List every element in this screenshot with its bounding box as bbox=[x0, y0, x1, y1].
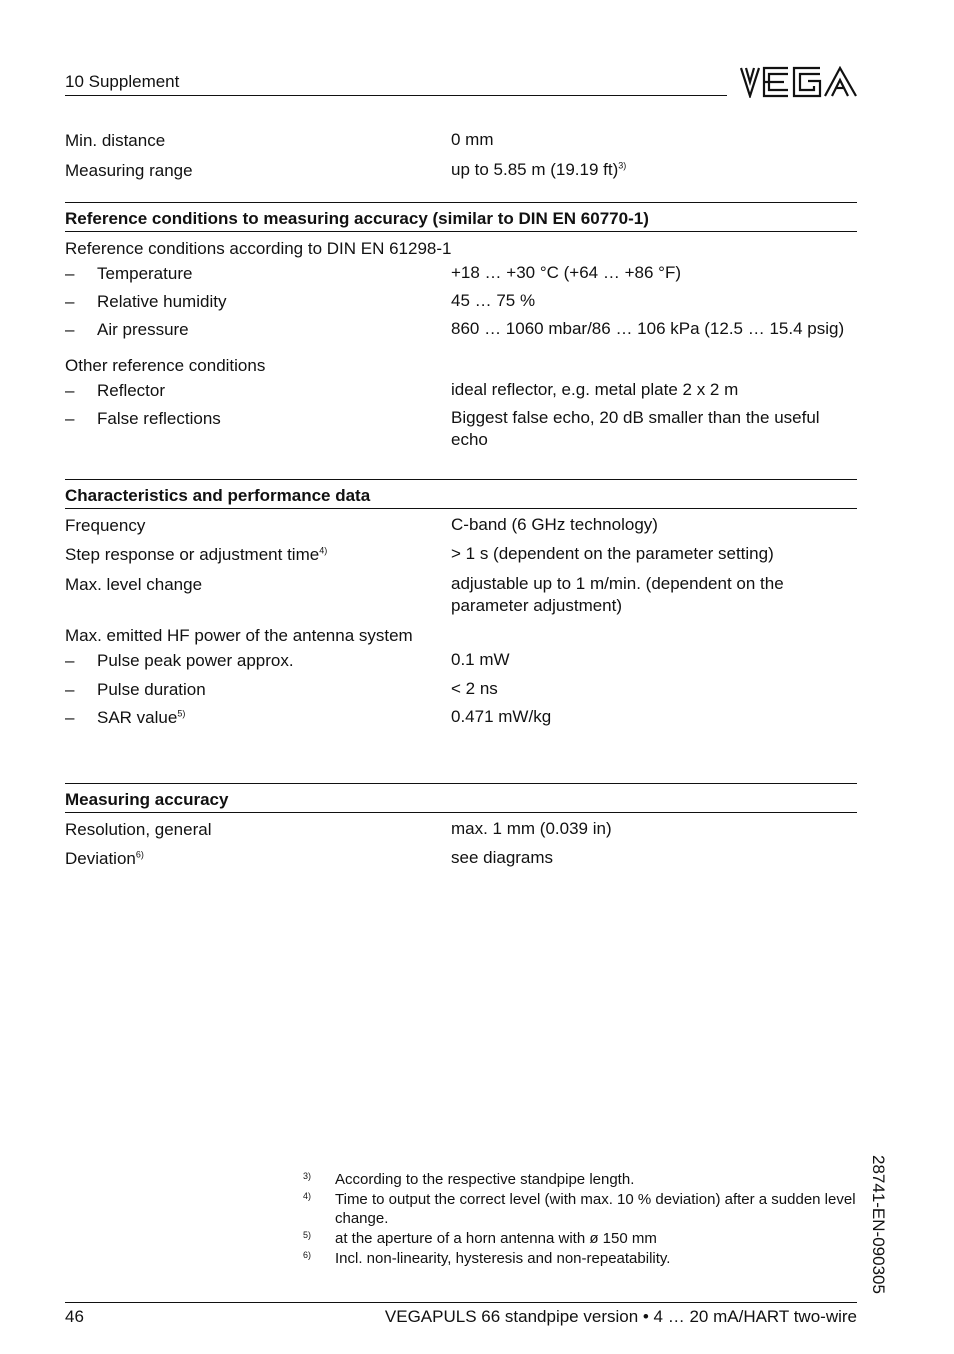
footnote bbox=[303, 1249, 863, 1268]
spec-row-relative-humidity: – Relative humidity 45 … 75 % bbox=[65, 290, 857, 314]
page-number: 46 bbox=[65, 1307, 84, 1326]
spec-row-sar-value: – SAR value$^{5)}$ 0.471 mW/kg bbox=[65, 706, 857, 730]
spec-row-reflector: – Reflector ideal reflector, e.g. metal plate 2 x 2 m bbox=[65, 379, 857, 403]
footnote-ref: 3) bbox=[618, 160, 627, 171]
spec-row-min-distance bbox=[65, 129, 857, 153]
spec-label: Frequency bbox=[65, 516, 146, 535]
footer-rule bbox=[65, 1302, 857, 1303]
spec-label: Pulse duration bbox=[97, 680, 206, 699]
spec-label: SAR value$^{5)}$ bbox=[97, 708, 186, 727]
footnotes bbox=[303, 1170, 863, 1269]
spec-label: False reflections bbox=[97, 409, 221, 428]
spec-row-measuring-range bbox=[65, 159, 857, 183]
vega-logo bbox=[740, 66, 857, 98]
header-rule bbox=[65, 95, 727, 96]
section-rule-top bbox=[65, 479, 857, 480]
spec-value: 860 … 1060 mbar/86 … 106 kPa (12.5 … 15.4 psig) bbox=[451, 319, 845, 338]
section-title-accuracy: Measuring accuracy bbox=[65, 790, 229, 809]
section-rule-bottom bbox=[65, 508, 857, 509]
document-number: 28741-EN-090305 bbox=[869, 1155, 888, 1294]
section-rule-top bbox=[65, 202, 857, 203]
spec-label: Deviation$^{6)}$ bbox=[65, 849, 144, 868]
section-rule-bottom bbox=[65, 812, 857, 813]
spec-row-resolution bbox=[65, 818, 857, 842]
footnote-text: According to the respective standpipe length. bbox=[335, 1171, 635, 1188]
header-section-title: 10 Supplement bbox=[65, 72, 180, 91]
reference-intro: Reference conditions according to DIN EN 61298-1 bbox=[65, 239, 452, 258]
footnote-mark: 6) bbox=[303, 1250, 312, 1260]
spec-row-pulse-peak-power: – Pulse peak power approx. 0.1 mW bbox=[65, 649, 857, 673]
footnote bbox=[303, 1170, 863, 1189]
spec-row-step-response bbox=[65, 543, 857, 567]
footnote-text: Time to output the correct level (with max. 10 % deviation) after a sudden level change. bbox=[335, 1191, 856, 1227]
footnote bbox=[303, 1229, 863, 1248]
footnote-ref: 5) bbox=[177, 708, 186, 719]
section-rule-top bbox=[65, 783, 857, 784]
spec-value: up to 5.85 m (19.19 ft)$^{3)}$ bbox=[451, 160, 627, 179]
footnote-mark: 5) bbox=[303, 1230, 312, 1240]
footnote-mark: 3) bbox=[303, 1171, 312, 1181]
spec-label: Relative humidity bbox=[97, 292, 227, 311]
spec-value: > 1 s (dependent on the parameter setting) bbox=[451, 544, 774, 563]
footnote-ref: 4) bbox=[319, 545, 328, 556]
spec-value: adjustable up to 1 m/min. (dependent on the parameter adjustment) bbox=[451, 574, 784, 615]
section-title-reference: Reference conditions to measuring accuracy (similar to DIN EN 60770-1) bbox=[65, 209, 649, 228]
spec-label: Pulse peak power approx. bbox=[97, 651, 294, 670]
footnote-mark: 4) bbox=[303, 1191, 312, 1201]
spec-value: 0 mm bbox=[451, 130, 494, 149]
spec-row-temperature: – Temperature +18 … +30 °C (+64 … +86 °F) bbox=[65, 262, 857, 286]
footnote bbox=[303, 1190, 863, 1228]
spec-value: 0.471 mW/kg bbox=[451, 707, 552, 726]
spec-row-air-pressure: – Air pressure 860 … 1060 mbar/86 … 106 kPa (12.5 … 15.4 psig) bbox=[65, 318, 857, 342]
spec-row-max-level-change bbox=[65, 573, 857, 615]
spec-label: Resolution, general bbox=[65, 820, 212, 839]
section-title-characteristics: Characteristics and performance data bbox=[65, 486, 371, 505]
footnote-text: at the aperture of a horn antenna with ø 150 mm bbox=[335, 1230, 657, 1247]
spec-value: < 2 ns bbox=[451, 679, 498, 698]
spec-value: +18 … +30 °C (+64 … +86 °F) bbox=[451, 263, 681, 282]
spec-value: max. 1 mm (0.039 in) bbox=[451, 819, 612, 838]
spec-value: 45 … 75 % bbox=[451, 291, 536, 310]
footnote-text: Incl. non-linearity, hysteresis and non-repeatability. bbox=[335, 1250, 671, 1267]
spec-label: Measuring range bbox=[65, 161, 193, 180]
spec-row-pulse-duration: – Pulse duration < 2 ns bbox=[65, 678, 857, 702]
spec-label: Max. level change bbox=[65, 575, 203, 594]
spec-value: Biggest false echo, 20 dB smaller than the useful echo bbox=[451, 408, 820, 449]
spec-value: C-band (6 GHz technology) bbox=[451, 515, 658, 534]
spec-row-deviation bbox=[65, 847, 857, 871]
spec-row-false-reflections: – False reflections Biggest false echo, 20 dB smaller than the useful echo bbox=[65, 407, 857, 431]
spec-value: see diagrams bbox=[451, 848, 554, 867]
footer-title: VEGAPULS 66 standpipe version • 4 … 20 mA/HART two-wire bbox=[384, 1307, 857, 1326]
spec-value: 0.1 mW bbox=[451, 650, 510, 669]
spec-value: ideal reflector, e.g. metal plate 2 x 2 m bbox=[451, 380, 739, 399]
spec-label: Reflector bbox=[97, 381, 166, 400]
footnote-ref: 6) bbox=[135, 849, 144, 860]
spec-label: Step response or adjustment time$^{4)}$ bbox=[65, 545, 328, 564]
spec-label: Air pressure bbox=[97, 320, 189, 339]
section-rule-bottom bbox=[65, 231, 857, 232]
other-reference-intro: Other reference conditions bbox=[65, 356, 266, 375]
spec-row-frequency bbox=[65, 514, 857, 538]
spec-label: Temperature bbox=[97, 264, 193, 283]
spec-label: Min. distance bbox=[65, 131, 166, 150]
hf-power-intro: Max. emitted HF power of the antenna system bbox=[65, 626, 413, 645]
